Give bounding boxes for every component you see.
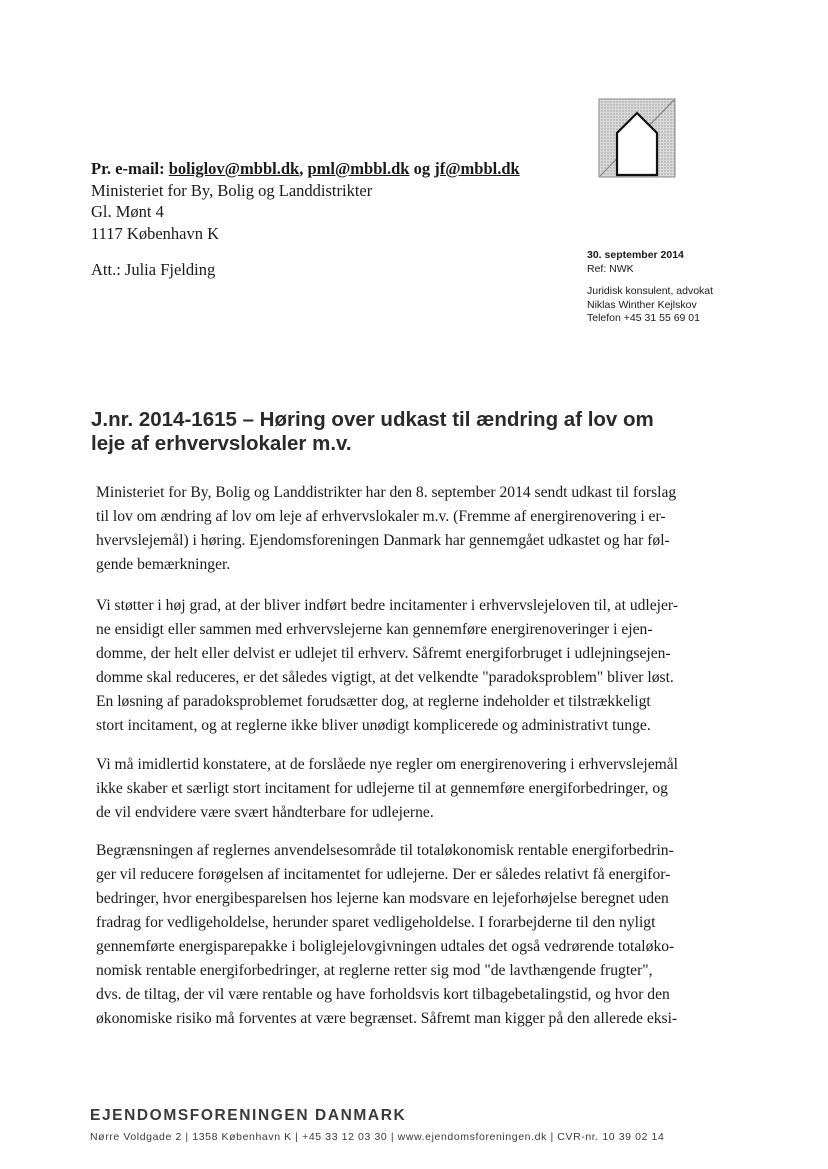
sender-name: Niklas Winther Kejlskov bbox=[587, 298, 697, 311]
text-line: hvervslejemål) i høring. Ejendomsforeningen Danmark har gennemgået udkastet og har føl- bbox=[96, 532, 670, 549]
text-line: stort incitament, og at reglerne ikke bliver unødigt komplicerede og administrativt tunge. bbox=[96, 717, 651, 734]
letter-reference: Ref: NWK bbox=[587, 262, 634, 275]
letter-subject bbox=[91, 408, 731, 456]
recipient-block bbox=[91, 158, 520, 244]
text-line: Ministeriet for By, Bolig og Landdistrikter har den 8. september 2014 sendt udkast til forslag bbox=[96, 484, 677, 501]
email-separator: , bbox=[299, 159, 304, 178]
footer-contact-info: Nørre Voldgade 2 | 1358 København K | +45 33 12 03 30 | www.ejendomsforeningen.dk | CVR-nr. 10 39 02 14 bbox=[90, 1131, 665, 1143]
body-paragraph bbox=[96, 481, 721, 577]
text-line: dvs. de tiltag, der vil være rentable og have forholdsvis kort tilbagebetalingstid, og hvor den bbox=[96, 986, 670, 1003]
text-line: Vi støtter i høj grad, at der bliver indført bedre incitamenter i erhvervslejeloven til, at udlejer- bbox=[96, 597, 679, 614]
text-line: nomisk rentable energiforbedringer, at reglerne retter sig mod "de lavthængende frugter", bbox=[96, 962, 653, 979]
letter-meta bbox=[587, 249, 713, 326]
text-line: domme skal reduceres, er det således vigtigt, at det velkendte "paradoksproblem" bliver løst. bbox=[96, 669, 674, 686]
email-separator-og: og bbox=[413, 159, 431, 178]
attention-line: Att.: Julia Fjelding bbox=[91, 260, 216, 279]
email-link-boliglov[interactable]: boliglov@mbbl.dk bbox=[168, 159, 300, 178]
email-link-jf[interactable]: jf@mbbl.dk bbox=[434, 159, 520, 178]
recipient-city: 1117 København K bbox=[91, 223, 220, 243]
email-link-pml[interactable]: pml@mbbl.dk bbox=[307, 159, 410, 178]
text-line: En løsning af paradoksproblemet forudsætter dog, at reglerne indeholder et tilstrækkeligt bbox=[96, 693, 651, 710]
text-line: ne ensidigt eller sammen med erhvervslejerne kan gennemføre energirenoveringer i ejen- bbox=[96, 621, 653, 638]
text-line: domme, der helt eller delvist er udlejet til erhverv. Såfremt energiforbruget i udlejningsejen- bbox=[96, 645, 671, 662]
email-prefix: Pr. e-mail: bbox=[91, 159, 165, 178]
text-line: Vi må imidlertid konstatere, at de forslåede nye regler om energirenovering i erhvervslejemål bbox=[96, 756, 679, 773]
text-line: Begrænsningen af reglernes anvendelsesområde til totaløkonomisk rentable energiforbedrin- bbox=[96, 842, 674, 859]
text-line: økonomiske risiko må forventes at være begrænset. Såfremt man kigger på den allerede eksi- bbox=[96, 1010, 678, 1027]
text-line: fradrag for vedligeholdelse, herunder sparet vedligeholdelse. I forarbejderne til den nyligt bbox=[96, 914, 656, 931]
subject-line: leje af erhvervslokaler m.v. bbox=[91, 432, 352, 455]
house-logo-icon bbox=[598, 98, 676, 178]
text-line: gennemførte energisparepakke i boliglejelovgivningen udtales det også vedrørende totaløko- bbox=[96, 938, 675, 955]
letter-date: 30. september 2014 bbox=[587, 249, 684, 261]
text-line: ikke skaber et særligt stort incitament for udlejerne til at gennemføre energiforbedringer, og bbox=[96, 780, 668, 797]
recipient-street: Gl. Mønt 4 bbox=[91, 202, 164, 221]
email-line bbox=[91, 158, 520, 180]
body-paragraph bbox=[96, 839, 721, 1031]
body-paragraph bbox=[96, 594, 721, 738]
body-paragraph bbox=[96, 753, 721, 825]
text-line: de vil endvidere være svært håndterbare for udlejerne. bbox=[96, 804, 434, 821]
text-line: ger vil reducere forøgelsen af incitamentet for udlejerne. Der er således relativt få energifor- bbox=[96, 866, 671, 883]
sender-phone: Telefon +45 31 55 69 01 bbox=[587, 312, 700, 324]
text-line: bedringer, hvor energibesparelsen hos lejerne kan modsvare en lejeforhøjelse beregnet uden bbox=[96, 890, 669, 907]
recipient-ministry: Ministeriet for By, Bolig og Landdistrikter bbox=[91, 180, 373, 200]
subject-line: J.nr. 2014-1615 – Høring over udkast til ændring af lov om bbox=[91, 408, 654, 431]
text-line: til lov om ændring af lov om leje af erhvervslokaler m.v. (Fremme af energirenovering i er- bbox=[96, 508, 666, 525]
logo bbox=[598, 98, 676, 178]
text-line: gende bemærkninger. bbox=[96, 556, 231, 573]
sender-title: Juridisk konsulent, advokat bbox=[587, 285, 714, 297]
footer-organization: EJENDOMSFORENINGEN DANMARK bbox=[90, 1107, 407, 1124]
